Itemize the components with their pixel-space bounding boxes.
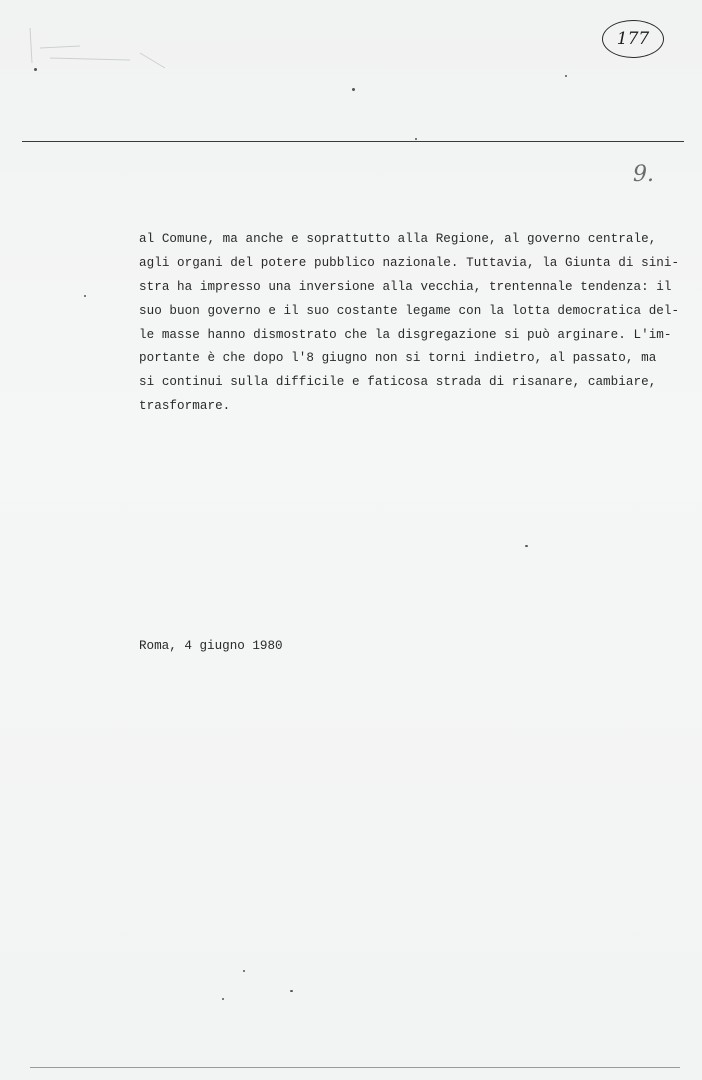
- scan-speck: [222, 998, 224, 1000]
- archive-number-stamp: [602, 20, 664, 58]
- scan-speck: [243, 970, 245, 972]
- scan-speck: [415, 138, 417, 140]
- scan-speck: [565, 75, 567, 77]
- footer-rule: [30, 1067, 680, 1068]
- body-line: al Comune, ma anche e soprattutto alla Regione, al governo centrale,: [139, 232, 657, 246]
- scan-speck: [84, 295, 86, 297]
- place-date: Roma, 4 giugno 1980: [139, 639, 283, 653]
- body-line: suo buon governo e il suo costante legame con la lotta democratica del-: [139, 303, 680, 318]
- body-line: agli organi del potere pubblico nazionale. Tuttavia, la Giunta di sini-: [139, 255, 680, 270]
- body-paragraph: [139, 228, 680, 419]
- scan-speck: [525, 545, 528, 547]
- body-line: trasformare.: [139, 399, 231, 414]
- scan-speck: [352, 88, 355, 91]
- scan-speck: [34, 68, 37, 71]
- header-rule: [22, 141, 684, 142]
- body-line: stra ha impresso una inversione alla vecchia, trentennale tendenza: il: [139, 279, 672, 294]
- body-line: le masse hanno dismostrato che la disgregazione si può arginare. L'im-: [139, 327, 672, 342]
- bleed-through-marks: [20, 18, 170, 98]
- body-line: portante è che dopo l'8 giugno non si torni indietro, al passato, ma: [139, 351, 657, 366]
- page-number: 9.: [633, 162, 654, 187]
- archive-number: 177: [616, 29, 650, 49]
- body-line: si continui sulla difficile e faticosa strada di risanare, cambiare,: [139, 375, 657, 390]
- scan-speck: [290, 990, 293, 992]
